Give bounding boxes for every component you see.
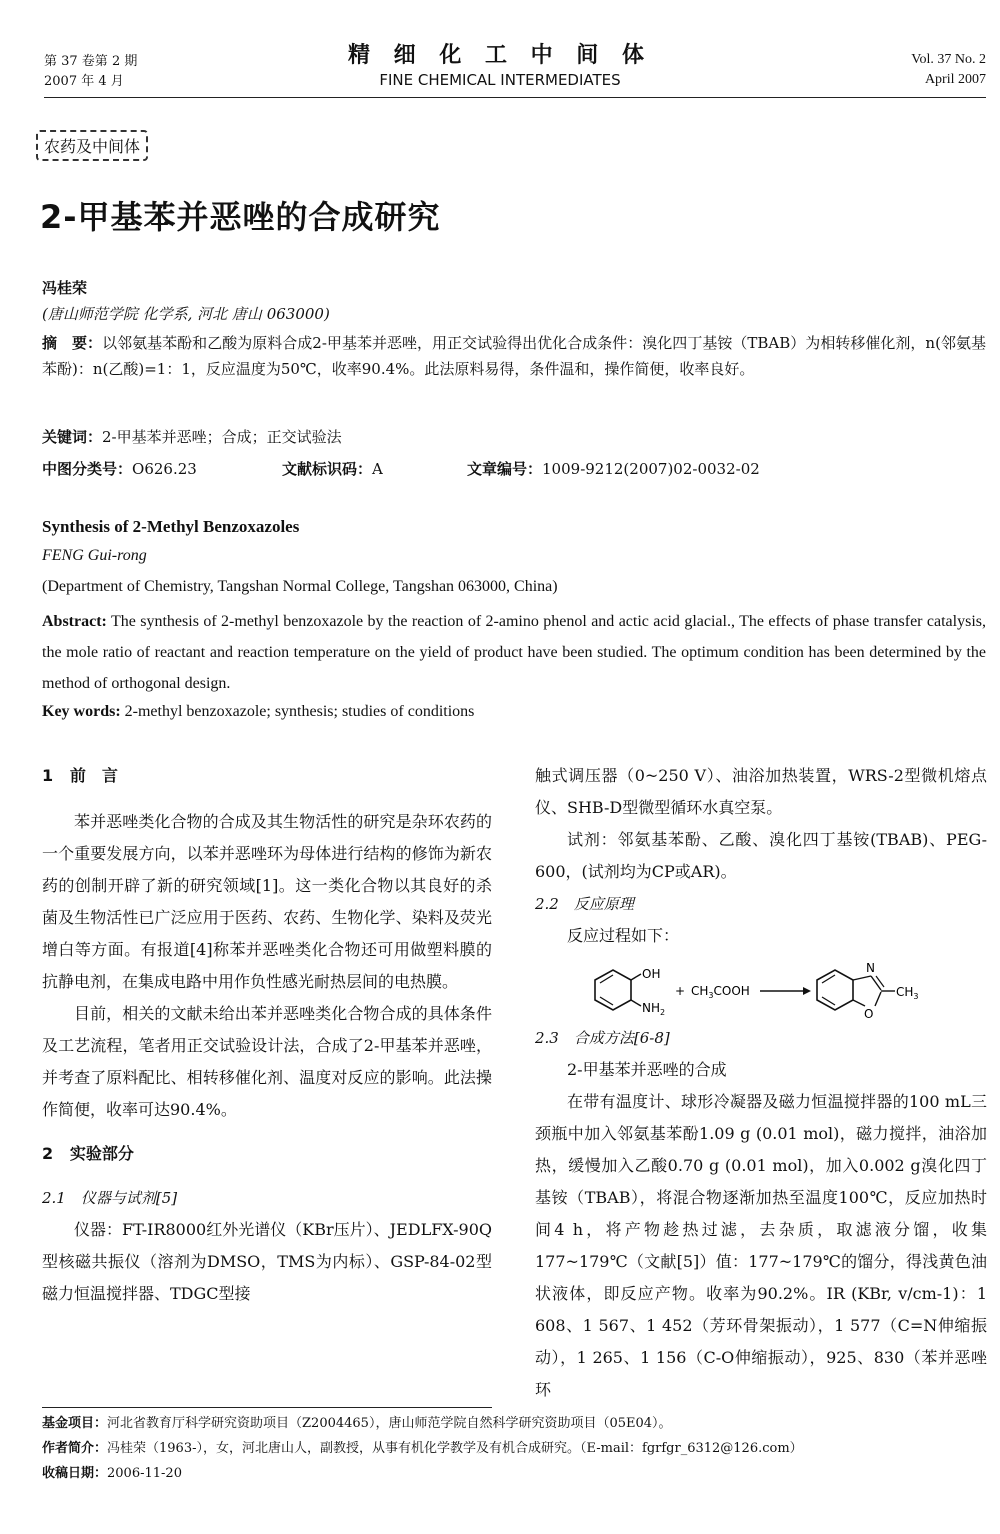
funding-text: 河北省教育厅科学研究资助项目（Z2004465），唐山师范学院自然科学研究资助项目（05E04）。 [107, 1416, 672, 1431]
intro-paragraph-1: 苯并恶唑类化合物的合成及其生物活性的研究是杂环农药的一个重要发展方向，以苯并恶唑环为母体进行结构的修饰为新农药的创制开辟了新的研究领域[1]。这一类化合物以其良好的杀菌及生物活性已广泛应用于医药、农药、生物化学、染料及荧光增白等方面。有报道[4]称苯并恶唑类化合物还可用做塑料膜的抗静电剂，在集成电路中用作负性感光耐热层间的电热膜。 [42, 812, 492, 991]
methyl-group: $CH_3$ [896, 985, 919, 1001]
english-keywords: Key words: 2-methyl benzoxazole; synthesis; studies of conditions [42, 703, 475, 720]
funding-note [42, 1411, 986, 1436]
o-atom: O [864, 1007, 874, 1021]
abstract-cn [42, 330, 986, 382]
section-2-3-heading: 2.3 合成方法[6-8] [535, 1029, 670, 1047]
benzoxazole-ring [817, 970, 853, 1010]
plus-sign: + [675, 984, 686, 998]
english-title: Synthesis of 2-Methyl Benzoxazoles [42, 517, 300, 536]
footnote-rule [42, 1407, 492, 1408]
section-2-2-heading: 2.2 反应原理 [535, 895, 634, 913]
keywords-cn-label: 关键词： [42, 428, 103, 446]
received-date-text: 2006-11-20 [107, 1466, 182, 1481]
reaction-scheme [535, 952, 987, 1022]
received-date-note [42, 1461, 986, 1486]
n-atom: N [866, 961, 875, 975]
author-bio-text: 冯桂荣（1963-），女，河北唐山人，副教授，从事有机化学教学及有机合成研究。（E-mail：fgrfgr_6312@126.com） [107, 1441, 803, 1456]
doc-code-label: 文献标识码： [282, 460, 373, 478]
author-name: 冯桂荣 [42, 279, 88, 297]
synthesis-subtitle: 2-甲基苯并恶唑的合成 [567, 1060, 727, 1079]
english-abstract-text: The synthesis of 2-methyl benzoxazole by the reaction of 2-amino phenol and actic acid glacial., The effects of phase transfer catalysis, the mole ratio of reactant and reaction temperature on the yield of product have been studied. The optimum condition has been determined by the method of orthogonal design. [42, 613, 986, 692]
issue-number-cn: 第 37 卷第 2 期 [44, 54, 138, 69]
clc-label: 中图分类号： [42, 460, 133, 478]
reagents-paragraph: 试剂：邻氨基苯酚、乙酸、溴化四丁基铵(TBAB)、PEG-600，(试剂均为CP或AR)。 [535, 830, 987, 881]
english-affiliation: (Department of Chemistry, Tangshan Normal College, Tangshan 063000, China) [42, 578, 558, 595]
journal-title-en: FINE CHEMICAL INTERMEDIATES [379, 71, 621, 89]
article-number-value: 1009-9212(2007)02-0032-02 [542, 460, 760, 478]
oh-group: OH [642, 967, 661, 981]
classification-row [42, 458, 986, 479]
section-2-1-heading: 2.1 仪器与试剂[5] [42, 1189, 178, 1207]
english-keywords-label: Key words [42, 703, 116, 720]
author-bio-note [42, 1436, 986, 1461]
author-bio-label: 作者简介： [42, 1441, 108, 1456]
issue-info-en [911, 50, 986, 90]
keywords-cn-text: 2-甲基苯并恶唑；合成；正交试验法 [102, 428, 342, 446]
article-number-label: 文章编号： [467, 460, 543, 478]
english-author: FENG Gui-rong [42, 547, 147, 564]
issue-number-en: Vol. 37 No. 2 [911, 52, 986, 67]
clc-value: O626.23 [132, 460, 197, 478]
section-1-number: 1 [42, 766, 54, 785]
issue-date-en: April 2007 [924, 72, 986, 87]
abstract-cn-label: 摘 要： [42, 334, 103, 352]
doc-code-value: A [372, 460, 383, 478]
intro-paragraph-2: 目前，相关的文献未给出苯并恶唑类化合物合成的具体条件及工艺流程，笔者用正交试验设计法，合成了2-甲基苯并恶唑，并考查了原料配比、相转移催化剂、温度对反应的影响。此法操作简便，收率可达90.4%。 [42, 1004, 492, 1119]
right-column [535, 760, 987, 1406]
section-1-heading [42, 760, 492, 792]
english-keywords-text: 2-methyl benzoxazole; synthesis; studies of conditions [124, 703, 475, 720]
arrowhead [803, 987, 811, 995]
received-date-label: 收稿日期： [42, 1466, 108, 1481]
section-2-title: 实验部分 [69, 1144, 134, 1163]
left-column [42, 760, 492, 1310]
synthesis-paragraph: 在带有温度计、球形冷凝器及磁力恒温搅拌器的100 mL三颈瓶中加入邻氨基苯酚1.09 g (0.01 mol)，磁力搅拌，油浴加热，缓慢加入乙酸0.70 g (0.01 mol)，加入0.002 g溴化四丁基铵（TBAB），将混合物逐渐加热至温度100℃，反应加热时间4 h，将产物趁热过滤，去杂质，取滤液分馏，收集177~179℃（文献[5]）值：177~179℃的馏分，得浅黄色油状液体，即反应产物。收率为90.2%。IR (KBr, v/cm-1)：1 608、1 567、1 452（芳环骨架振动），1 577（C=N伸缩振动），1 265、1 156（C-O伸缩振动），925、830（苯并恶唑环 [535, 1092, 987, 1399]
section-2-heading [42, 1138, 492, 1170]
section-1-title: 前 言 [69, 766, 118, 785]
reaction-intro: 反应过程如下： [567, 926, 680, 945]
english-abstract: Abstract: The synthesis of 2-methyl benzoxazole by the reaction of 2-amino phenol and actic acid glacial., The effects of phase transfer catalysis, the mole ratio of reactant and reaction temperature on the yield of product have been studied. The optimum condition has been determined by the method of orthogonal design. [42, 613, 986, 692]
instruments-continued: 触式调压器（0~250 V）、油浴加热装置，WRS-2型微机熔点仪、SHB-D型微型循环水真空泵。 [535, 766, 987, 817]
article-title: 2-甲基苯并恶唑的合成研究 [40, 198, 441, 236]
journal-title-cn: 精 细 化 工 中 间 体 [348, 43, 652, 68]
keywords-cn [42, 426, 342, 447]
acetic-acid: $CH_3COOH$ [691, 984, 750, 1000]
section-2-number: 2 [42, 1144, 54, 1163]
journal-title [0, 38, 1000, 89]
header-rule [44, 97, 986, 98]
nh2-group: $NH_2$ [642, 1001, 666, 1017]
section-tag: 农药及中间体 [36, 130, 148, 161]
instruments-paragraph: 仪器：FT-IR8000红外光谱仪（KBr压片）、JEDLFX-90Q型核磁共振仪（溶剂为DMSO，TMS为内标）、GSP-84-02型磁力恒温搅拌器、TDGC型接 [42, 1220, 492, 1303]
abstract-cn-text: 以邻氨基苯酚和乙酸为原料合成2-甲基苯并恶唑，用正交试验得出优化合成条件：溴化四丁基铵（TBAB）为相转移催化剂，n(邻氨基苯酚)：n(乙酸)=1：1，反应温度为50℃，收率90.4%。此法原料易得，条件温和，操作简便，收率良好。 [42, 334, 986, 378]
funding-label: 基金项目： [42, 1416, 108, 1431]
author-affiliation: (唐山师范学院 化学系, 河北 唐山 063000) [42, 305, 330, 323]
footnotes [42, 1411, 986, 1486]
issue-date-cn: 2007 年 4 月 [44, 74, 124, 89]
aminophenol-ring [595, 970, 631, 1010]
english-abstract-label: Abstract [42, 613, 102, 630]
